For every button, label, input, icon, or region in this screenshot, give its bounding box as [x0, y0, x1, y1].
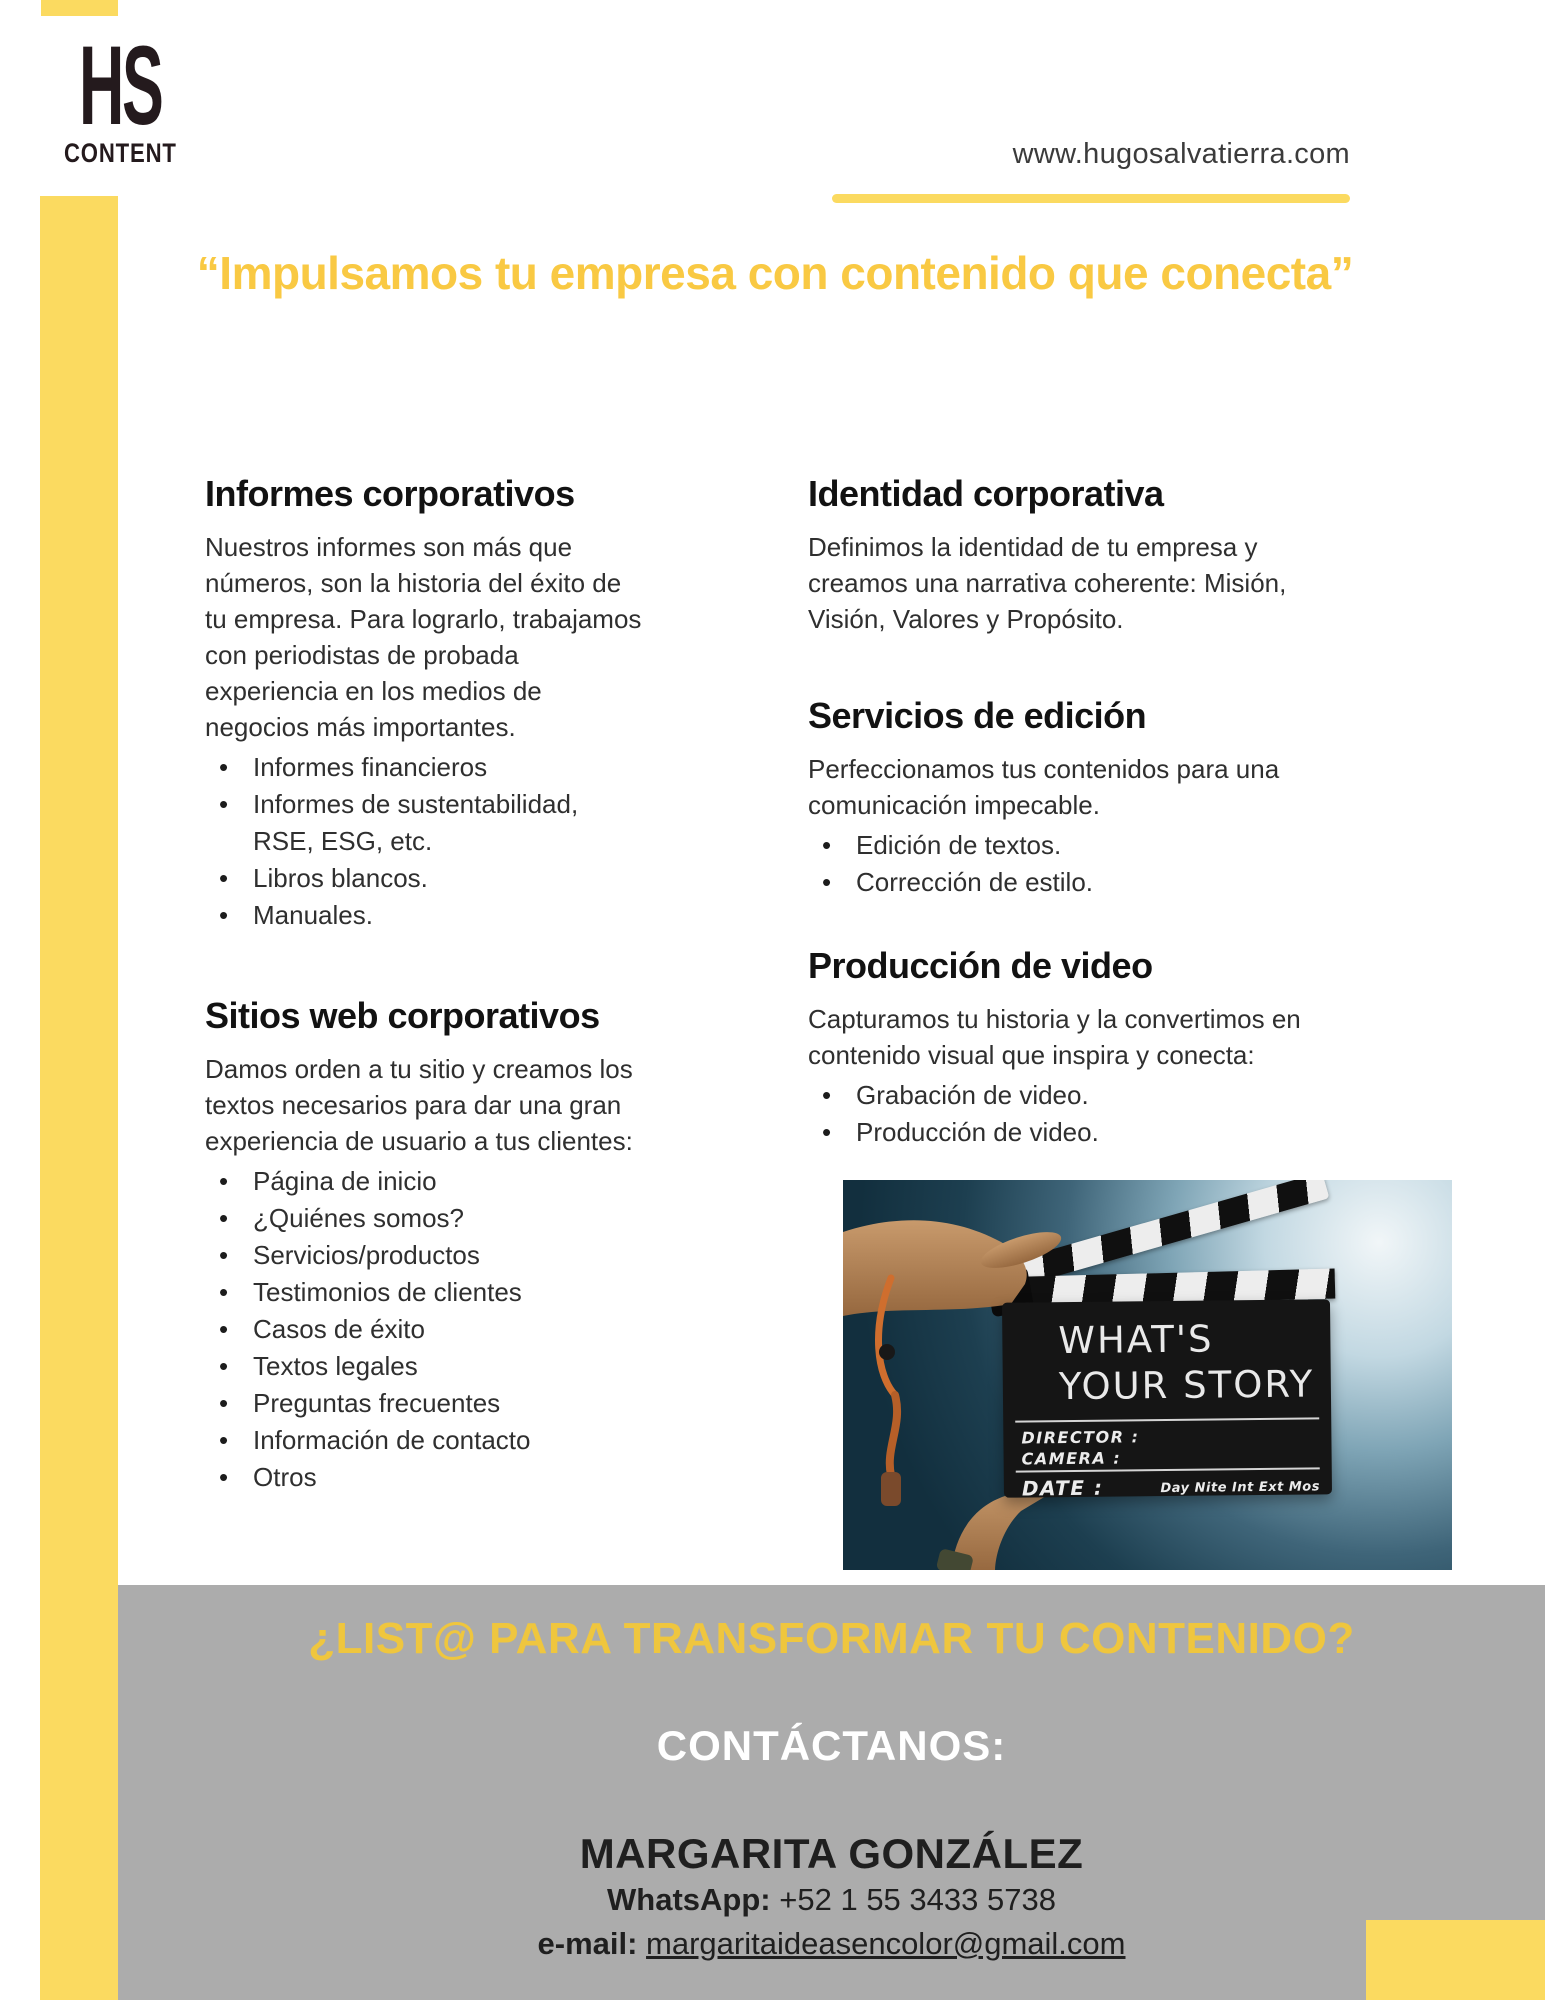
list-item: • Edición de textos.: [808, 827, 1308, 864]
section-title: Identidad corporativa: [808, 473, 1164, 514]
section-title: Informes corporativos: [205, 473, 575, 514]
clapper-board: [1002, 1299, 1332, 1501]
contact-heading: CONTÁCTANOS:: [656, 1722, 1007, 1769]
whatsapp-label: WhatsApp:: [607, 1882, 771, 1917]
strap-cord: [890, 1395, 897, 1475]
bottom-right-accent-square: [1366, 1920, 1545, 2000]
board-flags: Day Nite Int Ext Mos: [1160, 1479, 1321, 1497]
section-servicios-de-edicion: [808, 695, 1308, 901]
bullet-list: [808, 1077, 1308, 1151]
section-body: Capturamos tu historia y la convertimos en contenido visual que inspira y conecta:: [808, 1004, 1301, 1070]
contact-name: MARGARITA GONZÁLEZ: [579, 1830, 1084, 1877]
section-identidad-corporativa: [808, 473, 1308, 641]
left-accent-bar: [40, 196, 118, 2000]
hand-top: [843, 1220, 1027, 1316]
strap-tip: [881, 1472, 901, 1506]
list-item: • Corrección de estilo.: [808, 864, 1308, 901]
clapper-title-line2: YOUR STORY: [1058, 1362, 1315, 1409]
section-title: Servicios de edición: [808, 695, 1147, 736]
email-label: e-mail:: [537, 1926, 638, 1961]
board-divider: [1016, 1467, 1320, 1472]
list-item: • Manuales.: [205, 897, 645, 934]
bullet-list: [205, 1163, 645, 1496]
headline: “Impulsamos tu empresa con contenido que conecta”: [196, 247, 1354, 299]
list-item: • Libros blancos.: [205, 860, 645, 897]
top-left-accent-square: [41, 0, 118, 16]
whatsapp-number: +52 1 55 3433 5738: [779, 1882, 1056, 1917]
list-item: • Textos legales: [205, 1348, 645, 1385]
section-title: Sitios web corporativos: [205, 995, 600, 1036]
list-item: • Servicios/productos: [205, 1237, 645, 1274]
board-field-date: DATE :: [1021, 1475, 1104, 1501]
strap-bead: [879, 1344, 895, 1360]
clapperboard-photo: [843, 1180, 1452, 1570]
list-item: • Informes financieros: [205, 749, 645, 786]
cta-heading: ¿LIST@ PARA TRANSFORMAR TU CONTENIDO?: [308, 1614, 1355, 1663]
list-item: • Testimonios de clientes: [205, 1274, 645, 1311]
list-item: • ¿Quiénes somos?: [205, 1200, 645, 1237]
section-sitios-web-corporativos: [205, 995, 645, 1496]
section-produccion-de-video: [808, 945, 1308, 1151]
section-body: Definimos la identidad de tu empresa y creamos una narrativa coherente: Misión, Visión, Valores y Propósito.: [808, 532, 1287, 634]
list-item: • Preguntas frecuentes: [205, 1385, 645, 1422]
bullet-list: [205, 749, 645, 934]
board-field-camera: CAMERA :: [1021, 1448, 1122, 1469]
board-divider: [1015, 1417, 1319, 1422]
section-title: Producción de video: [808, 945, 1153, 986]
list-item: • Otros: [205, 1459, 645, 1496]
url-underline-accent: [832, 194, 1350, 203]
list-item: • Informes de sustentabilidad, RSE, ESG, etc.: [205, 786, 645, 860]
email-link[interactable]: margaritaideasencolor@gmail.com: [646, 1926, 1126, 1961]
list-item: • Casos de éxito: [205, 1311, 645, 1348]
board-field-director: DIRECTOR :: [1021, 1427, 1140, 1448]
clapper-title: [1058, 1315, 1314, 1410]
whatsapp-line: [118, 1882, 1545, 1918]
list-item: • Página de inicio: [205, 1163, 645, 1200]
section-body: Nuestros informes son más que números, son la historia del éxito de tu empresa. Para lograrlo, trabajamos con periodistas de probada experiencia en los medios de negocios más importantes.: [205, 532, 642, 742]
section-informes-corporativos: [205, 473, 645, 934]
section-body: Perfeccionamos tus contenidos para una comunicación impecable.: [808, 754, 1280, 820]
brand-logo-content: CONTENT: [64, 138, 177, 168]
email-line: [118, 1926, 1545, 1962]
clapper-title-line1: WHAT'S: [1058, 1317, 1214, 1363]
website-url[interactable]: www.hugosalvatierra.com: [1012, 138, 1350, 170]
section-body: Damos orden a tu sitio y creamos los textos necesarios para dar una gran experiencia de usuario a tus clientes:: [205, 1054, 633, 1156]
list-item: • Información de contacto: [205, 1422, 645, 1459]
bullet-list: [808, 827, 1308, 901]
list-item: • Producción de video.: [808, 1114, 1308, 1151]
list-item: • Grabación de video.: [808, 1077, 1308, 1114]
brand-logo-hs: HS: [79, 23, 162, 148]
